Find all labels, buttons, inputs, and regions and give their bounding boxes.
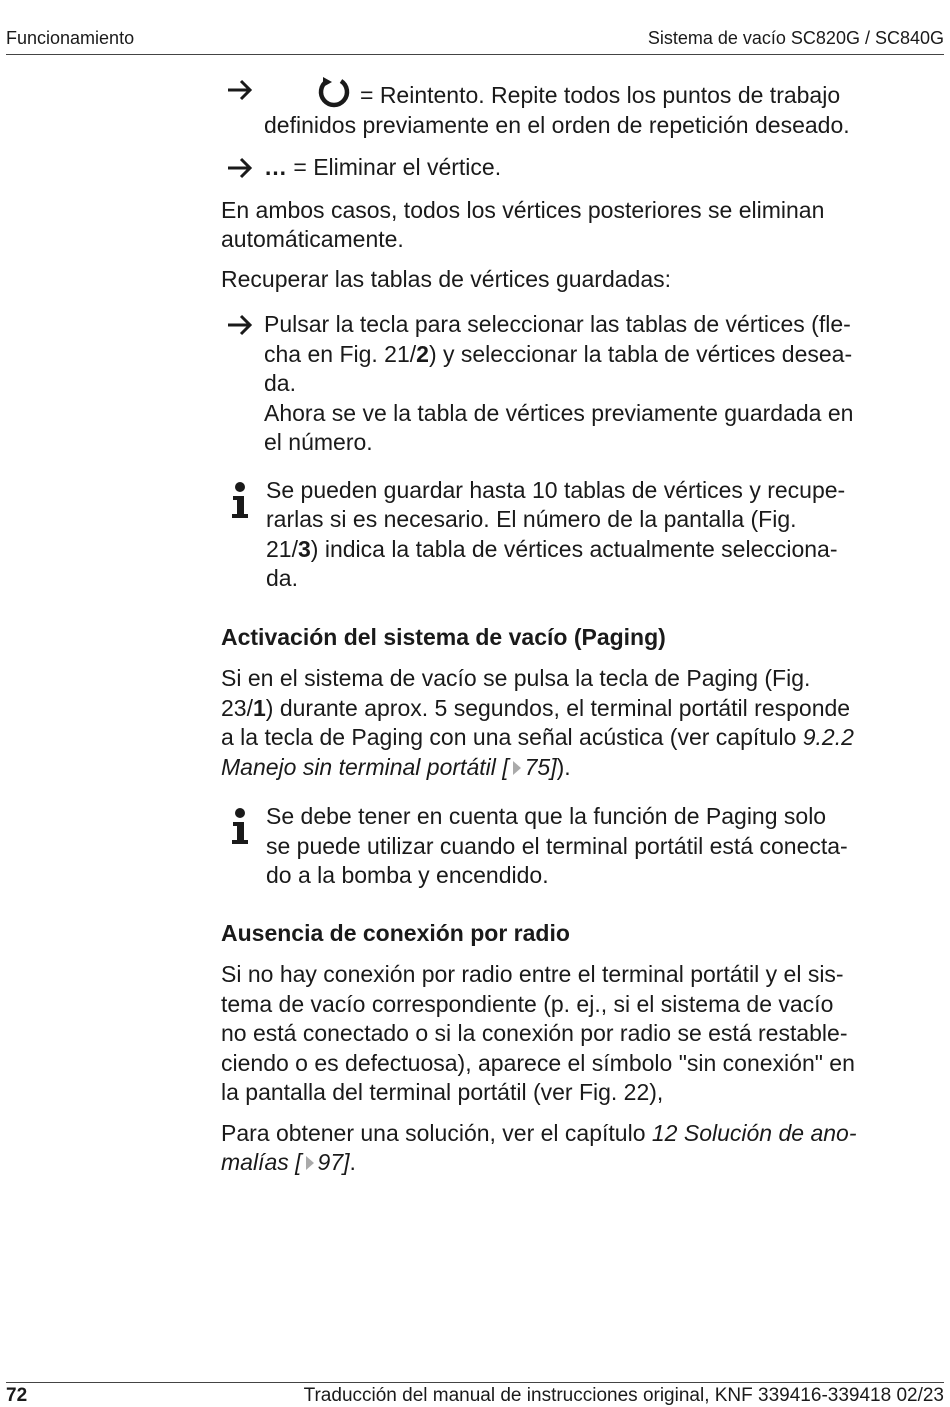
right-arrow-icon	[225, 153, 255, 183]
recover-intro: Recuperar las tablas de vértices guardadas:	[221, 265, 672, 292]
radio-line3: no está conectado o si la conexión por radio se está restable-	[221, 1020, 848, 1046]
note1-line2: rarlas si es necesario. El número de la pantalla (Fig.	[266, 506, 797, 532]
recover-step-line1: Pulsar la tecla para seleccionar las tablas de vértices (fle-	[264, 311, 851, 337]
radio-line1: Si no hay conexión por radio entre el terminal portátil y el sis-	[221, 961, 844, 987]
reference-triangle-icon	[305, 1155, 315, 1171]
retry-text: = Reintento. Repite todos los puntos de trabajo	[360, 82, 841, 108]
solution-paragraph	[221, 1119, 933, 1178]
info-note-tables	[221, 476, 933, 594]
chapter-link-title[interactable]: Manejo sin terminal portátil [	[221, 753, 509, 780]
info-icon	[229, 480, 251, 520]
recover-step-line5: el número.	[264, 429, 373, 455]
paging-line4-end: ).	[556, 753, 571, 780]
radio-line5: la pantalla del terminal portátil (ver Fig. 22),	[221, 1079, 664, 1105]
note1-line3b: ) indica la tabla de vértices actualmente selecciona-	[310, 535, 838, 562]
recover-step	[221, 310, 933, 458]
retry-text-line2: definidos previamente en el orden de repetición deseado.	[264, 111, 850, 138]
info-icon	[229, 806, 251, 846]
right-arrow-icon	[225, 75, 255, 105]
fig-ref-number: 2	[416, 340, 429, 367]
both-cases-paragraph	[221, 196, 933, 255]
chapter-link[interactable]: 12 Solución de ano-	[651, 1119, 857, 1146]
info-note-paging	[221, 802, 933, 891]
recover-step-line4: Ahora se ve la tabla de vértices previamente guardada en	[264, 399, 854, 426]
fig-ref-number: 1	[252, 694, 266, 721]
retry-item	[221, 75, 933, 140]
solution-line1a: Para obtener una solución, ver el capítulo	[221, 1119, 652, 1146]
page-number: 72	[6, 1385, 28, 1406]
delete-symbol: …	[264, 154, 287, 180]
main-content	[221, 75, 933, 1178]
chapter-link[interactable]: 9.2.2	[802, 724, 854, 750]
radio-paragraph	[221, 960, 933, 1108]
note1-line1: Se pueden guardar hasta 10 tablas de vértices y recupe-	[266, 476, 846, 503]
note2-line3: do a la bomba y encendido.	[266, 862, 549, 888]
radio-heading: Ausencia de conexión por radio	[221, 919, 570, 946]
note1-line4: da.	[266, 565, 298, 591]
radio-line2: tema de vacío correspondiente (p. ej., si el sistema de vacío	[221, 990, 834, 1017]
recover-step-line2b: ) y seleccionar la tabla de vértices desea-	[428, 340, 853, 367]
retry-icon	[314, 75, 354, 109]
recover-step-line2a: cha en Fig. 21/	[264, 340, 417, 367]
note2-line2: se puede utilizar cuando el terminal portátil está conecta-	[266, 832, 848, 859]
paging-line3a: a la tecla de Paging con una señal acústica (ver capítulo	[221, 724, 803, 750]
page-reference[interactable]: 75]	[524, 753, 557, 780]
footer-divider	[6, 1382, 944, 1383]
header-product-title: Sistema de vacío SC820G / SC840G	[647, 28, 944, 48]
document-reference: Traducción del manual de instrucciones original, KNF 339416-339418 02/23	[303, 1385, 944, 1406]
fig-ref-number: 3	[297, 535, 311, 562]
radio-line4: ciendo o es defectuosa), aparece el símbolo "sin conexión" en	[221, 1049, 855, 1076]
header-section-title: Funcionamiento	[6, 28, 135, 48]
page-reference[interactable]: 97]	[317, 1149, 350, 1175]
chapter-link-title[interactable]: malías [	[221, 1149, 302, 1175]
paging-heading: Activación del sistema de vacío (Paging)	[221, 623, 666, 650]
right-arrow-icon	[225, 310, 255, 340]
paging-line1: Si en el sistema de vacío se pulsa la tecla de Paging (Fig.	[221, 665, 811, 691]
note1-line3a: 21/	[266, 535, 298, 562]
reference-triangle-icon	[512, 760, 522, 776]
note2-line1: Se debe tener en cuenta que la función de Paging solo	[266, 803, 827, 829]
header-divider	[6, 54, 944, 55]
delete-vertex-item	[221, 153, 933, 183]
paging-paragraph	[221, 664, 933, 782]
both-cases-line2: automáticamente.	[221, 226, 404, 252]
paging-line2b: ) durante aprox. 5 segundos, el terminal portátil responde	[265, 694, 851, 721]
solution-line2-end: .	[349, 1149, 356, 1175]
recover-step-line3: da.	[264, 370, 296, 396]
both-cases-line1: En ambos casos, todos los vértices posteriores se eliminan	[221, 196, 825, 223]
paging-line2a: 23/	[221, 694, 253, 721]
delete-text: = Eliminar el vértice.	[287, 154, 502, 180]
